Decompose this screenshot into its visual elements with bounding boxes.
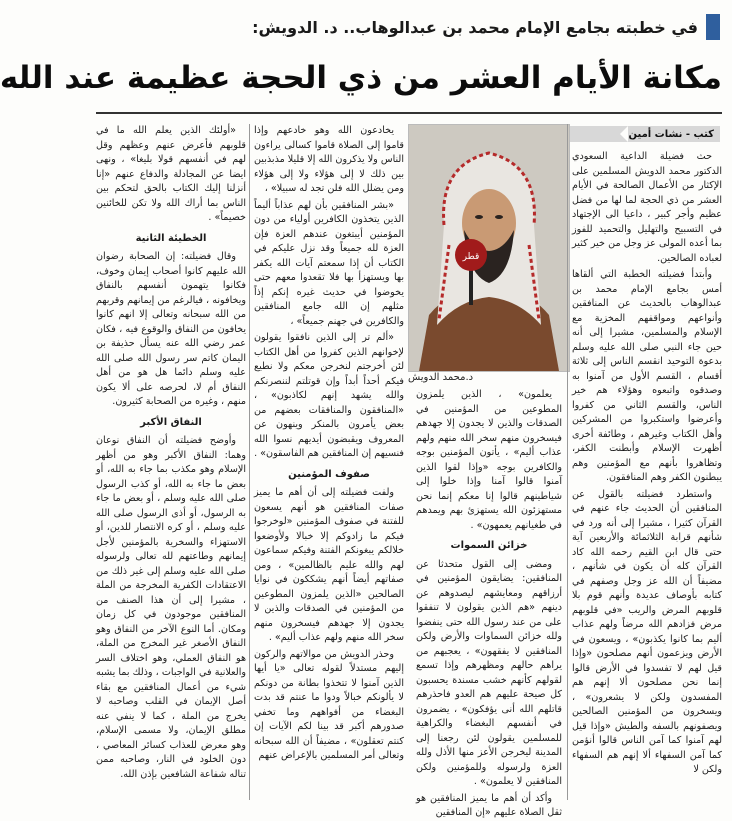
kicker — [98, 10, 720, 44]
paragraph: وقال فضيلته: إن الصحابة رضوان الله عليهم كانوا أصحاب إيمان وخوف، فكانوا يتهمون أنفسهم بالنفاق ويخافونه ، فيالرغم من إيمانهم وقربهم من الله سبحانه وتعالى إلا انهم كانوا يخافون من النفاق والوقوع فيه ، فكان عمر رضي الله عنه يسأل حذيفة بن اليمان كاتم سر رسول الله صلى الله عليه وسلم دائما هل هو من أهل النفاق أم لا، لحرصه على ألا يكون منهم ، وغيره من الصحابة كثيرون. — [96, 251, 246, 407]
byline — [570, 126, 720, 142]
paragraph: وأوضح فضيلته أن النفاق نوعان وهما: النفاق الأكبر وهو من أظهر الإسلام وهو مكذب بما جاء به الله، أو بعض ما جاء به الله، أو كذب الرسول صلى الله عليه وسلم ، أو بعض ما جاء به الرسول، أو أذى الرسول صلى الله عليه وسلم ، أو كره الانتصار للدين، أو الاستهزاء والسخرية بالمؤمنين لأجل إيمانهم وطاعتهم لله تعالى ولرسوله صلى الله عليه وسلم إلى غير ذلك من الاعتقادات الكفرية المخرجة من الملة ، مشيرا إلى أن هذا الصنف من المنافقين موجودون في كل زمان ومكان. أما النوع الآخر من النفاق وهو النفاق الأصغر غير المخرج من الملة، هو النفاق العملي، وهو اختلاف السر والعلانية في الواجبات ، وذلك بما يشبه شيء من أعمال المنافقين مع بقاء أصل الإيمان في القلب وصاحبه لا يخرج من الملة ، كما لا ينفي عنه مطلق الإيمان، ولا مسمى الإسلام، وهو معرض للعذاب كسائر المعاصي ، دون الخلود في النار، وصاحبه ممن تناله شفاعة الشافعين بإذن الله. — [96, 435, 246, 780]
paragraph: يخادعون الله وهو خادعهم وإذا قاموا إلى الصلاة قاموا كسالى يراءون الناس ولا يذكرون الله إلا قليلا مذبذبين بين ذلك لا إلى هؤلاء ولا إلى هؤلاء ومن يضلل الله فلن تجد له سبيلا» ، — [254, 125, 404, 194]
paragraph: «بشر المنافقين بأن لهم عذاباً أليماً الذين يتخذون الكافرين أولياء من دون المؤمنين أيبتغون عندهم العزة فإن العزة لله جميعاً وقد نزل عليكم في الكتاب أن إذا سمعتم آيات الله يكفر بها ويستهزأ بها فلا تقعدوا معهم حتى يخوضوا في حديث غيره إنكم إذاً مثلهم إن الله جامع المنافقين والكافرين في جهنم جميعاً» ، — [254, 199, 404, 327]
headline: مكانة الأيام العشر من ذي الحجة عظيمة عند الله — [0, 60, 722, 96]
subheading: خزائن السموات — [450, 540, 528, 551]
mic-logo: قطر — [462, 252, 480, 262]
subheading: النفاق الأكبر — [140, 416, 202, 428]
column-1 — [572, 150, 722, 800]
headline-rule — [96, 112, 722, 114]
paragraph: يعلمون» ، الذين يلمزون المطوعين من المؤمنين في الصدقات والذين لا يجدون إلا جهدهم فيسخرون منهم سخر الله منهم ولهم عذاب أليم» ، يأتون المؤمنين بوجه والكافرين بوجه «وإذا لقوا الذين آمنوا قالوا آمنا وإذا خلوا إلى شياطينهم قالوا إنا معكم إنما نحن مستهزئون الله يستهزئ بهم ويمدهم في طغيانهم يعمهون» . — [416, 389, 562, 531]
column-2 — [416, 388, 562, 818]
kicker-text: في خطبته بجامع الإمام محمد بن عبدالوهاب.. د. الدويش: — [252, 17, 698, 37]
paragraph: «أولئك الذين يعلم الله ما في قلوبهم فأعرض عنهم وعظهم وقل لهم في أنفسهم قولا بليغا» ، ونهى ايضا عن المجادلة والدفاع عنهم «إنا أنزلنا إليك الكتاب بالحق لتحكم بين الناس بما أراك الله ولا تكن للخائنين خصيماً» . — [96, 125, 246, 223]
subheading: صفوف المؤمنين — [288, 468, 370, 480]
speaker-photo — [408, 124, 570, 372]
paragraph: واستطرد فضيلته بالقول عن المنافقين أن الحديث جاء عنهم في القرآن كثيرا ، مشيرا إلى أنه ورد في شأنهم قرابة الثلاثمائة والأربعين آية حتى قال ابن القيم رحمه الله كاد القرآن كله أن يكون في شأنهم ، مضيفاً أن الله عز وجل وصفهم في كتابه بأوصاف عديدة وأنهم قوم بلا قلوبهم المرض والريب «في قلوبهم مرض فزادهم الله مرضاً ولهم عذاب أليم بما كانوا يكذبون» ، ويسعون في الأرض ويزعمون أنهم مصلحون «وإذا قيل لهم لا تفسدوا في الأرض قالوا إنما نحن مصلحون ألا إنهم هم المفسدون ولكن لا يشعرون» ، ويسخرون من المؤمنين الصالحين ويصفونهم بالسفه والطيش «وإذا قيل لهم آمنوا كما آمن الناس قالوا أنؤمن كما آمن السفهاء ألا إنهم هم السفهاء ولكن لا — [572, 488, 722, 775]
subheading: الخطيئة الثانية — [135, 232, 207, 244]
paragraph: وأبتدأ فضيلته الخطبة التي ألقاها أمس بجامع الإمام محمد بن عبدالوهاب بالحديث عن المنافقين وأنواعهم ومواقفهم المخزية مع الإسلام والمسلمين، مشيرا إلى أنه حين جاء النبي صلى الله عليه وسلم بدعوة التوحيد انقسم الناس إلى ثلاثة أقسام ، القسم الأول من آمنوا به وصدقوه واتبعوه وهؤلاء هم خير الناس، والقسم الثاني من كفروا وأعرضوا واستكبروا من المشركين وأهل الكتاب وغيرهم ، وطائفة أخرى أظهرت الإسلام وأبطنت الكفر، وتظاهروا بأنهم مع المؤمنين وهم يبطنون الكفر وهم المنافقون. — [572, 269, 722, 483]
portrait-illustration — [409, 125, 569, 371]
paragraph: وأكد أن أهم ما يميز المنافقين هو ثقل الصلاة عليهم «إن المنافقين — [416, 792, 562, 818]
kicker-bar — [706, 14, 720, 40]
column-divider — [249, 124, 250, 800]
paragraph: ولفت فضيلته إلى أن أهم ما يميز صفات المنافقين هو أنهم يسعون للفتنة في صفوف المؤمنين «لوخرجوا فيكم ما زادوكم إلا خبالا ولأوضعوا خلالكم يبغونكم الفتنة وفيكم سماعون لهم والله عليم بالظالمين» ، ومن صفاتهم أيضاً أنهم يشككون في نوايا الصالحين «الذين يلمزون المطوعين من المؤمنين في الصدقات والذين لا يجدون إلا جهدهم فيسخرون منهم سخر الله منهم ولهم عذاب أليم» . — [254, 487, 404, 643]
paragraph: حث فضيلة الداعية السعودي الدكتور محمد الدويش المسلمين على الإكثار من الأعمال الصالحة في الأيام العشر من ذي الحجة لما لها من فضل عظيم وأجر كبير ، داعيا الى الإجتهاد في التسبيح والتهليل والتحميد للفوز بما أعده المولى عز وجل من خير كثير لعباده الصالحين. — [572, 151, 722, 264]
column-4 — [96, 124, 246, 800]
byline-text: كتب - نشات أمين — [628, 128, 714, 140]
photo-caption: د.محمد الدويش — [408, 372, 474, 383]
byline-arrow-icon — [620, 126, 628, 142]
paragraph: وحذر الدويش من موالاتهم والركون إليهم مستدلاً لقوله تعالى «يا أيها الذين آمنوا لا تتخذوا بطانة من دونكم لا يألونكم خبالاً ودوا ما عنتم قد بدت البغضاء من أفواههم وما تخفي صدورهم أكبر قد بينا لكم الآيات إن كنتم تعقلون» ، مضيفاً أن الله سبحانه وتعالى أمر المسلمين بالإعراض عنهم — [254, 648, 404, 761]
paragraph: ومضى إلى القول متحدثا عن المنافقين: يضايقون المؤمنين في أرزاقهم ومعايشهم ليصدوهم عن دينهم «هم الذين يقولون لا تنفقوا على من عند رسول الله حتى ينفضوا ولله خزائن السماوات والأرض ولكن المنافقين لا يفقهون» ، يعجبهم من يراهم حالهم ومظهرهم وإذا تسمع لقولهم كأنهم خشب مسندة يحسبون كل صيحة عليهم هم العدو فاحذرهم قاتلهم الله أنى يؤفكون» ، يضمرون في أنفسهم البغضاء والكراهية للمسلمين يقولون لئن رجعنا إلى المدينة ليخرجن الأعز منها الأذل ولله العزة ولرسوله وللمؤمنين ولكن المنافقين لا يعلمون» . — [416, 558, 562, 787]
paragraph: «ألم تر إلى الذين نافقوا يقولون لإخوانهم الذين كفروا من أهل الكتاب لئن أخرجتم لنخرجن معكم ولا نطيع فيكم أحداً أبداً وإن قوتلتم لننصرنكم والله يشهد إنهم لكاذبون» ، «المنافقون والمنافقات بعضهم من بعض يأمرون بالمنكر وينهون عن المعروف ويقبضون أيديهم نسوا الله فنسيهم إن المنافقين هم الفاسقون» . — [254, 332, 404, 459]
column-divider — [567, 124, 568, 800]
column-3 — [254, 124, 404, 800]
